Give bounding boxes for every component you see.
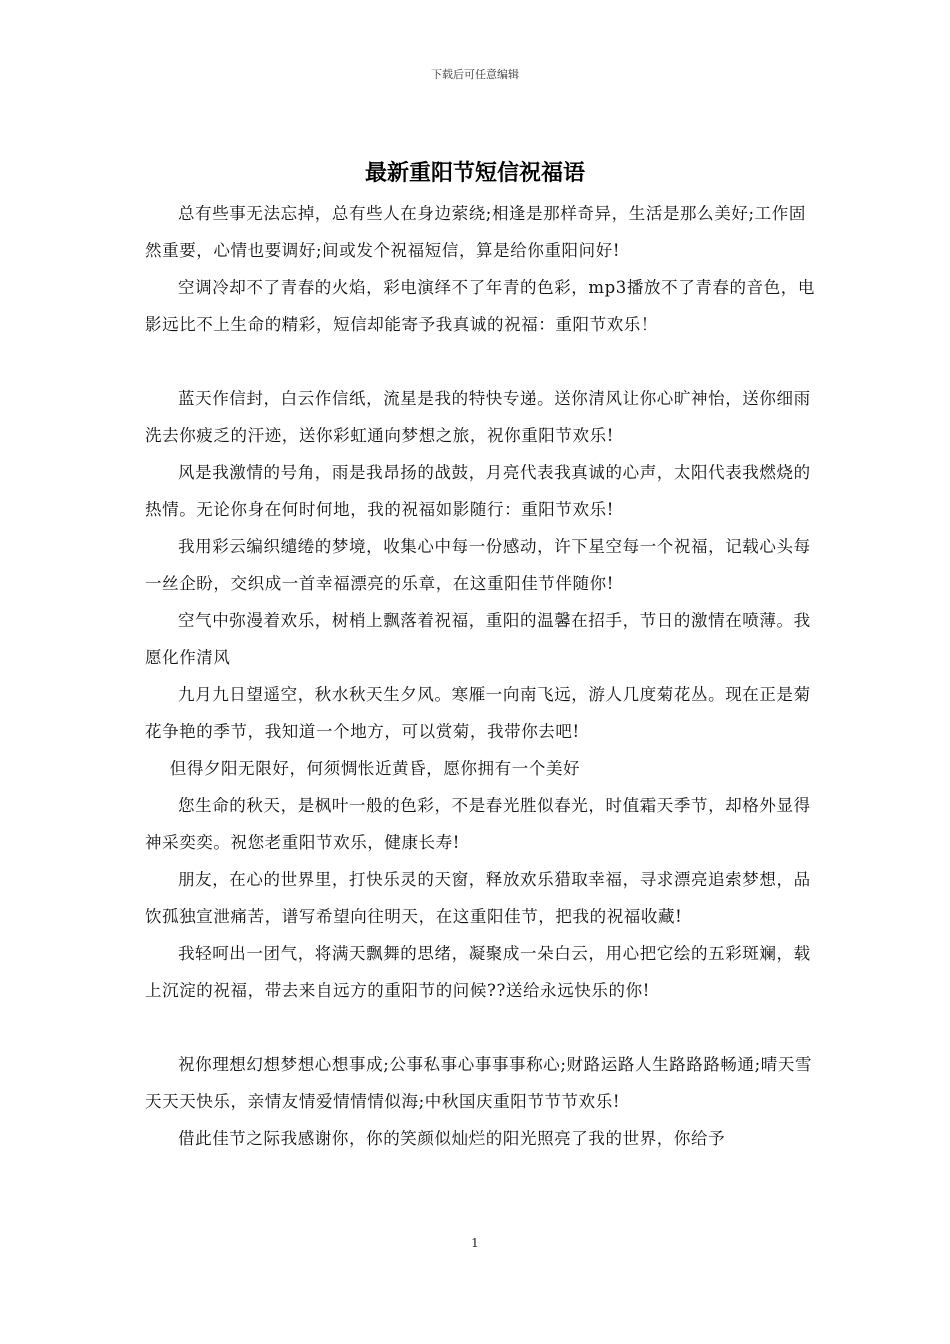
paragraph-gap xyxy=(145,1009,815,1046)
paragraph: 空气中弥漫着欢乐，树梢上飘落着祝福，重阳的温馨在招手，节日的激情在喷薄。我愿化作清风 xyxy=(145,611,811,667)
paragraph-gap xyxy=(145,343,815,380)
paragraph: 蓝天作信封，白云作信纸，流星是我的特快专递。送你清风让你心旷神怡，送你细雨洗去你疲乏的汗迹，送你彩虹通向梦想之旅，祝你重阳节欢乐! xyxy=(145,389,811,445)
paragraph: 空调冷却不了青春的火焰，彩电演绎不了年青的色彩，mp3播放不了青春的音色，电影远比不上生命的精彩，短信却能寄予我真诚的祝福：重阳节欢乐！ xyxy=(145,278,816,334)
document-title: 最新重阳节短信祝福语 xyxy=(364,160,585,186)
paragraph: 九月九日望遥空，秋水秋天生夕风。寒雁一向南飞远，游人几度菊花丛。现在正是菊花争艳的季节，我知道一个地方，可以赏菊，我带你去吧! xyxy=(145,685,811,741)
header-note: 下载后可任意编辑 xyxy=(431,68,519,81)
paragraph: 您生命的秋天，是枫叶一般的色彩，不是春光胜似春光，时值霜天季节，却格外显得神采奕奕。祝您老重阳节欢乐，健康长寿! xyxy=(145,796,811,852)
paragraph: 借此佳节之际我感谢你，你的笑颜似灿烂的阳光照亮了我的世界，你给予 xyxy=(178,1129,726,1148)
paragraph: 祝你理想幻想梦想心想事成;公事私事心事事事称心;财路运路人生路路路畅通;晴天雪天天天快乐，亲情友情爱情情情似海;中秋国庆重阳节节节欢乐! xyxy=(145,1055,813,1111)
paragraph: 我用彩云编织缱绻的梦境，收集心中每一份感动，许下星空每一个祝福，记载心头每一丝企盼，交织成一首幸福漂亮的乐章，在这重阳佳节伴随你! xyxy=(145,537,811,593)
paragraph: 总有些事无法忘掉，总有些人在身边萦绕;相逢是那样奇异，生活是那么美好;工作固然重要，心情也要调好;间或发个祝福短信，算是给你重阳问好! xyxy=(145,204,806,260)
document-body xyxy=(145,195,815,1157)
paragraph: 朋友，在心的世界里，打快乐灵的天窗，释放欢乐猎取幸福，寻求漂亮追索梦想，品饮孤独宣泄痛苦，谱写希望向往明天，在这重阳佳节，把我的祝福收藏! xyxy=(145,870,811,926)
paragraph: 我轻呵出一团气，将满天飘舞的思绪，凝聚成一朵白云，用心把它绘的五彩斑斓，载上沉淀的祝福，带去来自远方的重阳节的问候??送给永远快乐的你! xyxy=(145,944,811,1000)
page-number: 1 xyxy=(471,1236,479,1250)
paragraph: 风是我激情的号角，雨是我昂扬的战鼓，月亮代表我真诚的心声，太阳代表我燃烧的热情。无论你身在何时何地，我的祝福如影随行：重阳节欢乐! xyxy=(145,463,811,519)
paragraph: 但得夕阳无限好，何须惆怅近黄昏，愿你拥有一个美好 xyxy=(169,759,581,778)
